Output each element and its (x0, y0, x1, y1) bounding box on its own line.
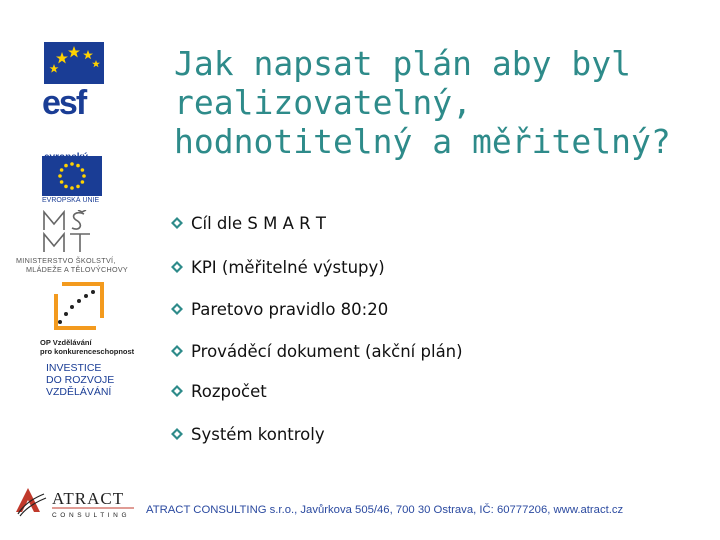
bullet-text: KPI (měřitelné výstupy) (191, 257, 385, 277)
slide-title: Jak napsat plán aby byl realizovatelný, hodnotitelný a měřitelný? (174, 44, 671, 161)
bullet-item (170, 212, 326, 234)
atract-logo (14, 484, 138, 520)
esf-logo (40, 42, 124, 154)
bullet-item (170, 380, 267, 402)
diamond-bullet-icon (170, 427, 184, 441)
bullet-text: Paretovo pravidlo 80:20 (191, 299, 389, 319)
partner-logos (0, 0, 140, 540)
bullet-item (170, 256, 385, 278)
op-caption: OP Vzdělávání pro konkurenceschopnost (40, 338, 135, 356)
bullet-item (170, 340, 463, 362)
msmt-logo (10, 210, 130, 272)
op-logo (40, 280, 135, 400)
bullet-item (170, 298, 388, 320)
invest-caption: INVESTICE DO ROZVOJE VZDĚLÁVÁNÍ (46, 362, 115, 398)
bullet-text: Cíl dle S M A R T (191, 213, 326, 233)
bullet-text: Rozpočet (191, 381, 267, 401)
diamond-bullet-icon (170, 302, 184, 316)
diamond-bullet-icon (170, 384, 184, 398)
esf-flag (44, 42, 104, 84)
eu-logo (42, 156, 102, 206)
svg-text:CONSULTING: CONSULTING (52, 512, 131, 519)
footer-contact: ATRACT CONSULTING s.r.o., Javůrkova 505/46, 700 30 Ostrava, IČ: 60777206, www.atract.cz (146, 504, 624, 516)
bullet-text: Systém kontroly (191, 424, 325, 444)
eu-caption: EVROPSKÁ UNIE (42, 197, 100, 204)
eu-flag-icon (42, 156, 102, 196)
diamond-bullet-icon (170, 344, 184, 358)
bullet-text: Prováděcí dokument (akční plán) (191, 341, 463, 361)
bullet-item (170, 423, 325, 445)
esf-wordmark: esf (42, 84, 86, 122)
msmt-caption: MINISTERSTVO ŠKOLSTVÍ, MLÁDEŽE A TĚLOVÝCHOVY (16, 256, 129, 274)
op-mark-icon (48, 280, 108, 334)
msmt-mark-icon (40, 210, 100, 254)
svg-text:ATRACT: ATRACT (52, 489, 125, 508)
diamond-bullet-icon (170, 260, 184, 274)
diamond-bullet-icon (170, 216, 184, 230)
atract-mark-icon (16, 488, 46, 516)
